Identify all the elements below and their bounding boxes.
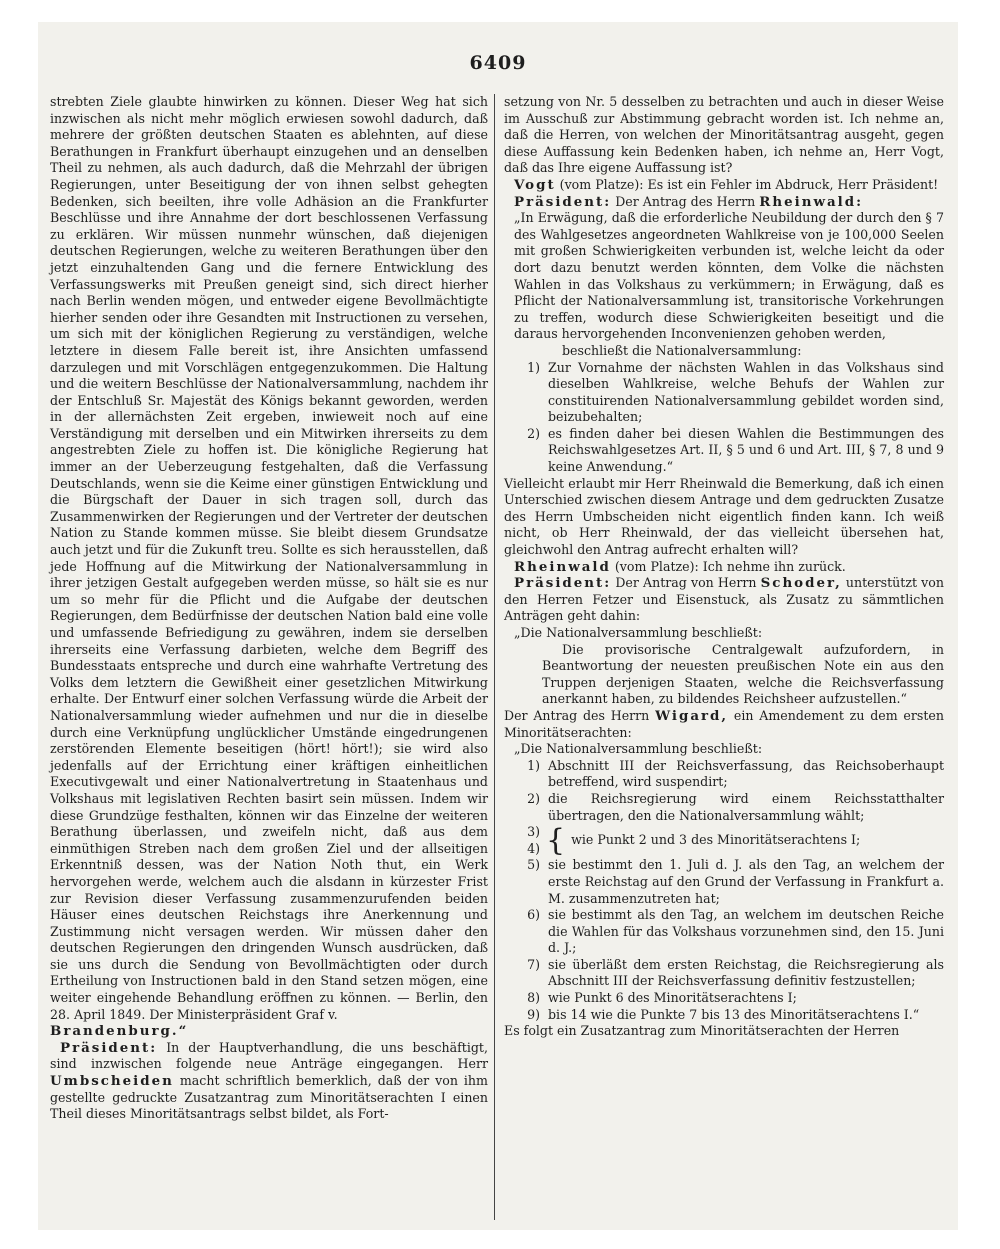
item-text: sie bestimmt den 1. Juli d. J. als den Tag, an welchem der erste Reichstag auf den Grund der Verfassung in Frankfurt a. M. zusammenzutreten hat; [548, 857, 944, 906]
paragraph: setzung von Nr. 5 desselben zu betrachten und auch in dieser Weise im Ausschuß zur Abstimmung gebracht worden ist. Ich nehme an, daß die Herren, von welchen der Minoritätsantrag ausgeht, gegen diese Auffassung kein Bedenken haben, ich nehme an, Herr Vogt, daß das Ihre eigene Auffassung ist? [504, 94, 944, 176]
paragraph: Präsident: Der Antrag des Herrn Rheinwald: [514, 193, 864, 210]
paragraph: Präsident: In der Hauptverhandlung, die uns beschäftigt, sind inzwischen folgende neue Anträge eingegangen. Herr Umbscheiden macht schriftlich bemerklich, daß der von ihm gestellte gedruckte Zusatzantrag zum Minoritätserachten I einen Theil dieses Minoritätsantrags selbst bildet, als Fort- [50, 1039, 488, 1122]
paragraph: Präsident: Der Antrag von Herrn Schoder, unterstützt von den Herren Fetzer und Eisenstuck, als Zusatz zu sämmtlichen Anträgen geht dahin: [504, 575, 944, 624]
paragraph [50, 1023, 488, 1040]
person-name: Schoder, [760, 575, 842, 592]
item-number: 5) [527, 857, 540, 873]
speaker-name: Rheinwald [514, 558, 611, 575]
paragraph: Vielleicht erlaubt mir Herr Rheinwald die Bemerkung, daß ich einen Unterschied zwischen diesem Antrage und dem gedruckten Zusatze des Herrn Umbscheiden nicht eigentlich finden kann. Ich weiß nicht, ob Herr Rheinwald, der das vielleicht übersehen hat, gleichwohl den Antrag aufrecht erhalten will? [504, 475, 944, 558]
paragraph: Es folgt ein Zusatzantrag zum Minoritätserachten der Herren [504, 1023, 900, 1039]
item-text: Zur Vornahme der nächsten Wahlen in das Volkshaus sind dieselben Wahlkreise, welche Behufs der Wahlen zur constituirenden Nationalversammlung gebildet worden sind, beizubehalten; [548, 359, 944, 425]
paragraph: Rheinwald (vom Platze): Ich nehme ihn zurück. [514, 558, 846, 575]
quote-heading: „Die Nationalversammlung beschließt: [514, 741, 763, 757]
curly-brace-icon: { [546, 822, 566, 858]
list-item [514, 857, 944, 907]
motion-list [504, 758, 944, 824]
speaker-name: Brandenburg.“ [50, 1023, 189, 1040]
decree-line: beschließt die Nationalversammlung: [562, 342, 802, 358]
item-number: 1) [527, 359, 540, 375]
person-name: Umbscheiden [50, 1073, 174, 1090]
motion-list [504, 857, 944, 1023]
column-divider [494, 94, 495, 1220]
item-text: sie bestimmt als den Tag, an welchem im deutschen Reiche die Wahlen für das Volkshaus vorzunehmen sind, den 15. Juni d. J.; [548, 907, 944, 956]
item-text: bis 14 wie die Punkte 7 bis 13 des Minoritätserachtens I.“ [548, 1006, 920, 1022]
speaker-name: Präsident: [60, 1039, 158, 1056]
item-text: wie Punkt 2 und 3 des Minoritätserachtens I; [571, 832, 861, 848]
person-name: Wigard, [655, 707, 729, 724]
left-column [50, 94, 488, 1123]
list-item [514, 758, 944, 791]
list-item [514, 990, 944, 1007]
item-number: 7) [527, 956, 540, 972]
list-item [514, 791, 944, 824]
paragraph: Der Antrag des Herrn Wigard, ein Amendement zu dem ersten Minoritätserachten: [504, 707, 944, 740]
item-text: sie überläßt dem ersten Reichstag, die Reichsregierung als Abschnitt III der Reichsverfassung definitiv festzustellen; [548, 956, 944, 989]
item-number: 1) [527, 757, 540, 773]
item-number: 9) [527, 1006, 540, 1022]
list-item [514, 426, 944, 476]
speaker-name: Präsident: [514, 193, 612, 210]
page-number: 6409 [469, 52, 527, 74]
person-name: Rheinwald: [759, 193, 864, 210]
speaker-name: Vogt [514, 176, 556, 193]
item-number: 2) [527, 790, 540, 806]
speaker-name: Präsident: [514, 575, 612, 592]
quote-heading: „Die Nationalversammlung beschließt: [514, 625, 763, 640]
quoted-motion: Die provisorische Centralgewalt aufzufordern, in Beantwortung der neuesten preußischen Note ein aus den Truppen derjenigen Staaten, welche die Reichsverfassung anerkannt haben, zu bildendes Reichsheer aufzustellen.“ [542, 641, 944, 707]
document-page [38, 22, 958, 1230]
item-number: 8) [527, 990, 540, 1006]
item-text: wie Punkt 6 des Minoritätserachtens I; [548, 990, 797, 1006]
right-column [504, 94, 944, 1040]
item-number: 3) [527, 824, 540, 840]
list-item [514, 1007, 944, 1024]
item-text: Abschnitt III der Reichsverfassung, das Reichsoberhaupt betreffend, wird suspendirt; [548, 757, 944, 790]
item-number: 6) [527, 907, 540, 923]
item-text: es finden daher bei diesen Wahlen die Bestimmungen des Reichswahlgesetzes Art. II, § 5 und 6 und Art. III, § 7, 8 und 9 keine Anwendung.“ [548, 425, 944, 475]
item-number: 4) [527, 840, 540, 856]
paragraph: Vogt (vom Platze): Es ist ein Fehler im Abdruck, Herr Präsident! [514, 176, 939, 193]
item-text: die Reichsregierung wird einem Reichsstatthalter übertragen, den die Nationalversammlung wählt; [548, 790, 944, 823]
quoted-motion: „In Erwägung, daß die erforderliche Neubildung der durch den § 7 des Wahlgesetzes angeordneten Wahlkreise von je 100,000 Seelen mit großen Schwierigkeiten verbunden ist, welche leicht da oder dort dazu benutzt werden könnten, dem Volke die nächsten Wahlen in das Volkshaus zu verkümmern; in Erwägung, daß es Pflicht der Nationalversammlung ist, transitorische Vorkehrungen zu treffen, wodurch diese Schwierigkeiten beseitigt und die daraus hervorgehenden Inconvenienzen gehoben werden, [514, 210, 944, 342]
list-item [514, 957, 944, 990]
item-number: 2) [527, 425, 540, 441]
list-item [514, 907, 944, 957]
paragraph: strebten Ziele glaubte hinwirken zu können. Dieser Weg hat sich inzwischen als nicht mehr möglich erwiesen sowohl dadurch, daß mehrere der größten deutschen Staaten es ablehnten, auf diese Berathungen in Frankfurt überhaupt einzugehen und an denselben Theil zu nehmen, als auch dadurch, daß die Mehrzahl der übrigen Regierungen, unter Beseitigung der von ihnen selbst gehegten Bedenken, sich beeilten, ihre volle Adhäsion an die Frankfurter Beschlüsse und ihre Annahme der dort beschlossenen Verfassung zu erklären. Wir müssen nunmehr wünschen, daß diejenigen deutschen Regierungen, welche zu weiteren Berathungen über den jetzt einzuhaltenden Gang und die fernere Entwicklung des Verfassungswerks mit Preußen geneigt sind, sich direct hierher nach Berlin wenden mögen, und entweder eigene Bevollmächtigte hierher senden oder ihre Gesandten mit Instructionen zu versehen, um sich mit der königlichen Regierung zu verständigen, welche letztere in diesem Falle bereit ist, ihre Ansichten umfassend darzulegen und mit Vorschlägen entgegenzukommen. Die Haltung und die weitern Beschlüsse der Nationalversammlung, nachdem ihr der Entschluß Sr. Majestät des Königs bekannt geworden, werden in der allernächsten Zeit ergeben, inwieweit noch auf eine Verständigung mit derselben und ein Mitwirken ihrerseits zu dem angestrebten Ziele zu hoffen ist. Die königliche Regierung hat immer an der Ueberzeugung festgehalten, daß die Verfassung Deutschlands, wenn sie die Keime einer günstigen Entwicklung und die Bürgschaft der Dauer in sich tragen soll, durch das Zusammenwirken der Regierungen und der Vertreter der deutschen Nation zu Stande kommen müsse. Sie bleibt diesem Grundsatze auch jetzt und für die Zukunft treu. Sollte es sich herausstellen, daß jede Hoffnung auf die Mitwirkung der Nationalversammlung in ihrer jetzigen Gestalt aufgegeben werden müsse, so hält sie es nur um so mehr für die Pflicht und die Aufgabe der deutschen Regierungen, dem Bedürfnisse der deutschen Nation bald eine volle und umfassende Befriedigung zu gewähren, indem sie derselben ihrerseits eine Verfassung darbieten, welche dem Begriff des Bundesstaats entspreche und durch eine wahrhafte Vertretung des Volks dem letztern die Gewißheit einer gesetzlichen Mitwirkung erhalte. Der Entwurf einer solchen Verfassung würde die Arbeit der Nationalversammlung wieder aufnehmen und nur die in dieselbe durch eine Verknüpfung unglücklicher Umstände eingedrungenen zerstörenden Elemente beseitigen (hört! hört!); sie wird also jedenfalls auf der Errichtung einer kräftigen einheitlichen Executivgewalt und einer Nationalvertretung in Staatenhaus und Volkshaus mit legislativen Rechten basirt sein müssen. Indem wir diese Grundzüge festhalten, können wir das Einzelne der weiteren Berathung überlassen, und zweifeln nicht, daß aus dem einmüthigen Streben nach dem großen Ziel und der allseitigen Erkenntniß dessen, was der Nation Noth thut, ein Werk hervorgehen werde, welchem auch die alsdann in kürzester Frist zur Revision dieser Verfassung zusammenzurufenden beiden Häuser eines deutschen Reichstags ihre Anerkennung und Zustimmung nicht versagen werden. Wir müssen daher den deutschen Regierungen den dringenden Wunsch ausdrücken, daß sie uns durch die Sendung von Bevollmächtigten oder durch Ertheilung von Instructionen bald in den Stand setzen mögen, eine weiter eingehende Behandlung eröffnen zu können. — Berlin, den 28. April 1849. Der Ministerpräsident Graf v. [50, 94, 488, 1022]
list-item [514, 360, 944, 426]
braced-items [504, 824, 944, 857]
motion-list [504, 360, 944, 476]
